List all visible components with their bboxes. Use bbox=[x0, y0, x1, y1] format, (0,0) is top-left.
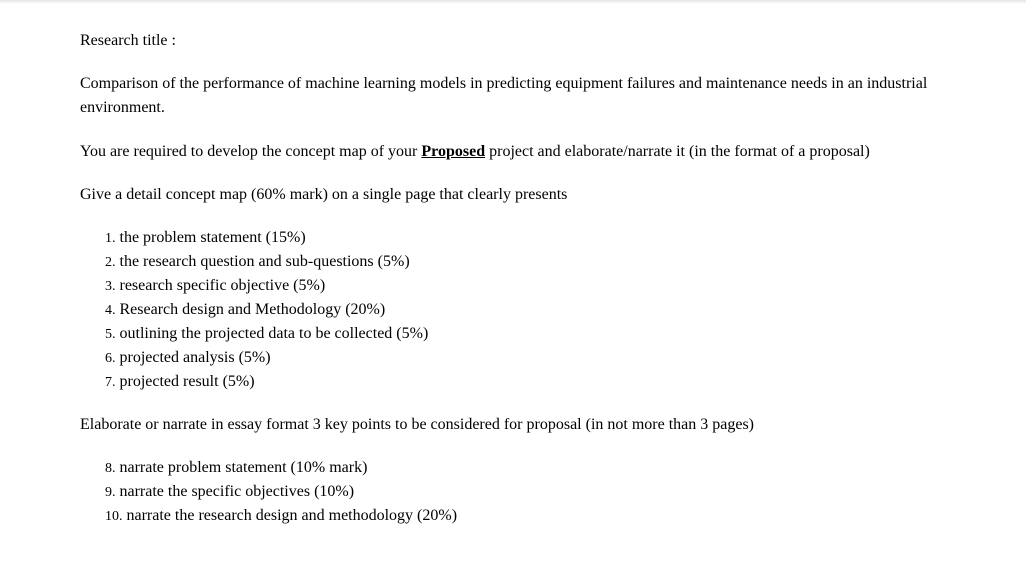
concept-map-intro: Give a detail concept map (60% mark) on a single page that clearly presents bbox=[80, 186, 568, 203]
list-item-text: projected result (5%) bbox=[119, 373, 255, 390]
list-item bbox=[105, 274, 1000, 298]
concept-map-list bbox=[80, 226, 1000, 394]
list-item bbox=[105, 322, 1000, 346]
document-body bbox=[80, 29, 1000, 528]
list-item bbox=[105, 370, 1000, 394]
list-item-text: research specific objective (5%) bbox=[119, 277, 326, 294]
list-item bbox=[105, 250, 1000, 274]
research-title-text: Comparison of the performance of machine learning models in predicting equipment failures and maintenance needs in an industrial environment. bbox=[80, 75, 928, 116]
list-item-text: narrate the specific objectives (10%) bbox=[119, 483, 355, 500]
list-number: 5. bbox=[105, 327, 116, 342]
list-item-text: projected analysis (5%) bbox=[119, 349, 271, 366]
list-number: 7. bbox=[105, 375, 116, 390]
list-item-text: narrate problem statement (10% mark) bbox=[119, 459, 368, 476]
list-number: 9. bbox=[105, 485, 116, 500]
list-item bbox=[105, 346, 1000, 370]
requirement-text-before: You are required to develop the concept map of your bbox=[80, 143, 422, 160]
list-item-text: Research design and Methodology (20%) bbox=[119, 301, 386, 318]
list-item-text: the research question and sub-questions (5%) bbox=[119, 253, 410, 270]
list-number: 3. bbox=[105, 279, 116, 294]
requirement-text-after: project and elaborate/narrate it (in the format of a proposal) bbox=[485, 143, 870, 160]
list-item bbox=[105, 226, 1000, 250]
proposed-emphasis: Proposed bbox=[421, 143, 486, 160]
list-item bbox=[105, 504, 1000, 528]
list-item bbox=[105, 456, 1000, 480]
list-item bbox=[105, 480, 1000, 504]
requirement-paragraph bbox=[80, 140, 1000, 164]
list-number: 10. bbox=[105, 509, 123, 524]
list-number: 1. bbox=[105, 231, 116, 246]
list-number: 8. bbox=[105, 461, 116, 476]
window-top-edge bbox=[0, 0, 1026, 4]
essay-list bbox=[80, 456, 1000, 528]
list-item-text: outlining the projected data to be collected (5%) bbox=[119, 325, 429, 342]
research-title-label: Research title : bbox=[80, 32, 176, 49]
list-item-text: narrate the research design and methodology (20%) bbox=[126, 507, 458, 524]
list-number: 4. bbox=[105, 303, 116, 318]
list-item bbox=[105, 298, 1000, 322]
list-item-text: the problem statement (15%) bbox=[119, 229, 306, 246]
essay-intro: Elaborate or narrate in essay format 3 key points to be considered for proposal (in not more than 3 pages) bbox=[80, 416, 755, 433]
list-number: 6. bbox=[105, 351, 116, 366]
list-number: 2. bbox=[105, 255, 116, 270]
